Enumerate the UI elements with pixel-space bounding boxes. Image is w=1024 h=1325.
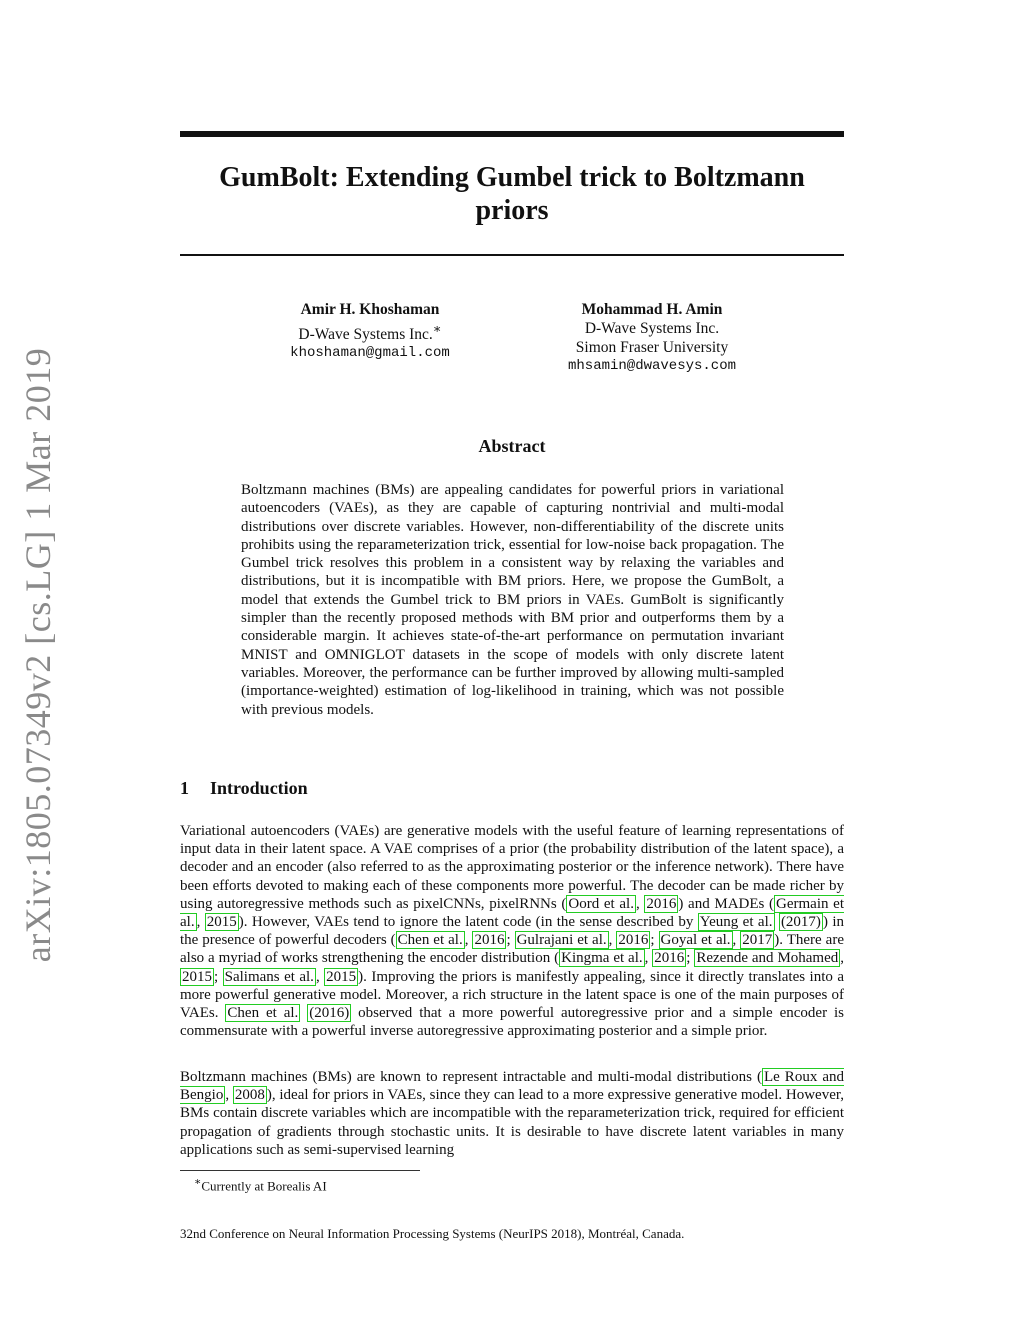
author-block-1: [250, 300, 490, 363]
author-affiliation: D-Wave Systems Inc.∗: [298, 321, 442, 344]
author-affiliation: D-Wave Systems Inc.: [584, 320, 720, 337]
citation-year-link[interactable]: 2015: [182, 968, 212, 985]
citation-link[interactable]: Oord et al.: [568, 895, 634, 912]
footnote-marker: ∗: [194, 1176, 202, 1188]
author-email[interactable]: mhsamin@dwavesys.com: [567, 358, 737, 374]
paper-title: [180, 161, 844, 227]
author-email[interactable]: khoshaman@gmail.com: [290, 345, 450, 362]
section-title: Introduction: [210, 778, 308, 798]
arxiv-stamp-text: arXiv:1805.07349v2 [cs.LG] 1 Mar 2019: [18, 347, 58, 963]
footnote-rule: [180, 1170, 420, 1171]
title-line-1: GumBolt: Extending Gumbel trick to Boltzmann: [219, 162, 805, 193]
citation-link[interactable]: Goyal et al.: [660, 932, 731, 949]
citation-year-link[interactable]: (2016): [309, 1005, 350, 1022]
citation-year-link[interactable]: 2015: [326, 968, 357, 985]
citation-link[interactable]: Salimans et al.: [224, 968, 314, 985]
abstract-heading: Abstract: [478, 436, 546, 456]
citation-link[interactable]: Chen et al.: [397, 932, 463, 949]
citation-year-link[interactable]: 2016: [646, 895, 677, 912]
footnote-marker[interactable]: ∗: [432, 321, 442, 336]
citation-year-link[interactable]: (2017): [780, 914, 821, 931]
citation-link[interactable]: Chen et al.: [227, 1005, 299, 1022]
footnote-text: Currently at Borealis AI: [201, 1178, 327, 1194]
citation-link[interactable]: Rezende and Mohamed: [696, 950, 839, 967]
footnote: [194, 1175, 327, 1194]
arxiv-stamp: [8, 347, 68, 963]
conference-note: 32nd Conference on Neural Information Processing Systems (NeurIPS 2018), Montréal, Canada.: [180, 1226, 685, 1241]
citation-link[interactable]: Germain et al.: [180, 895, 845, 931]
author-block-2: [532, 300, 772, 376]
section-number: 1: [180, 778, 189, 798]
title-bottom-rule: [180, 254, 844, 256]
author-name: Mohammad H. Amin: [581, 301, 723, 318]
citation-year-link[interactable]: 2016: [618, 932, 649, 949]
citation-year-link[interactable]: 2016: [474, 932, 505, 949]
author-affiliation-2: Simon Fraser University: [575, 339, 729, 356]
citation-link[interactable]: Le Roux and Bengio: [180, 1069, 845, 1104]
citation-link[interactable]: Kingma et al.: [561, 950, 643, 967]
citation-year-link[interactable]: 2015: [206, 914, 237, 931]
author-name: Amir H. Khoshaman: [300, 301, 440, 318]
citation-link[interactable]: Gulrajani et al.: [516, 932, 607, 949]
title-line-2: priors: [475, 195, 549, 226]
citation-link[interactable]: Yeung et al.: [699, 914, 773, 931]
citation-year-link[interactable]: 2016: [654, 950, 685, 967]
abstract-text: Boltzmann machines (BMs) are appealing candidates for powerful priors in variational autoencoders (VAEs), as they are capable of capturing nontrivial and multi-modal distributions over discrete variables. However, non-differentiability of the discrete units prohibits using the reparameterization trick, essential for low-noise back propagation. The Gumbel trick resolves this problem in a consistent way by relaxing the variables and distributions, but it is incompatible with BM priors. Here, we propose the GumBolt, a model that extends the Gumbel trick to BM priors in VAEs. GumBolt is significantly simpler than the recently proposed methods with BM prior and outperforms them by a considerable margin. It achieves state-of-the-art performance on permutation invariant MNIST and OMNIGLOT datasets in the scope of models with only discrete latent variables. Moreover, the performance can be further improved by allowing multi-sampled (importance-weighted) estimation of log-likelihood in training, which was not possible with previous models.: [241, 482, 784, 718]
section-heading-introduction: [180, 778, 308, 799]
title-top-rule: [180, 131, 844, 137]
intro-paragraph-2: Boltzmann machines (BMs) are known to represent intractable and multi-modal distributions ( Le Roux and Bengio , 2008 ), ideal for priors in VAEs, since they can lead to a more expressive generative model. However, BMs contain discrete variables which are incompatible with the reparameterization trick, required for efficient propagation of gradients through stochastic units. It is desirable to have discrete latent variables in many applications such as semi-supervised learning: [180, 1069, 845, 1158]
citation-year-link[interactable]: 2008: [234, 1087, 265, 1104]
intro-paragraph-1: Variational autoencoders (VAEs) are generative models with the useful feature of learning representations of input data in their latent space. A VAE comprises of a prior (the probability distribution of the latent space), a decoder and an encoder (also referred to as the approximating posterior or the inference network). There have been efforts devoted to making each of these components more powerful. The decoder can be made richer by using autoregressive methods such as pixelCNNs, pixelRNNs ( Oord et al. , 2016 ) and MADEs ( Germain et al. , 2015 ). However, VAEs tend to ignore the latent code (in the sense described by Yeung et al. (2017) ) in the presence of powerful decoders ( Chen et al. , 2016 ; Gulrajani et al. , 2016 ; Goyal et al. , 2017 ). There are also a myriad of works strengthening the encoder distribution ( Kingma et al. , 2016 ; Rezende and Mohamed , 2015 ; Salimans et al. , 2015 ). Improving the priors is manifestly appealing, since it directly translates into a more powerful generative model. Moreover, a rich structure in the latent space is one of the main purposes of VAEs. Chen et al. (2016) observed that a more powerful autoregressive prior and a simple encoder is commensurate with a powerful inverse autoregressive approximating posterior and a simple prior.: [180, 823, 845, 1040]
citation-year-link[interactable]: 2017: [742, 932, 773, 949]
